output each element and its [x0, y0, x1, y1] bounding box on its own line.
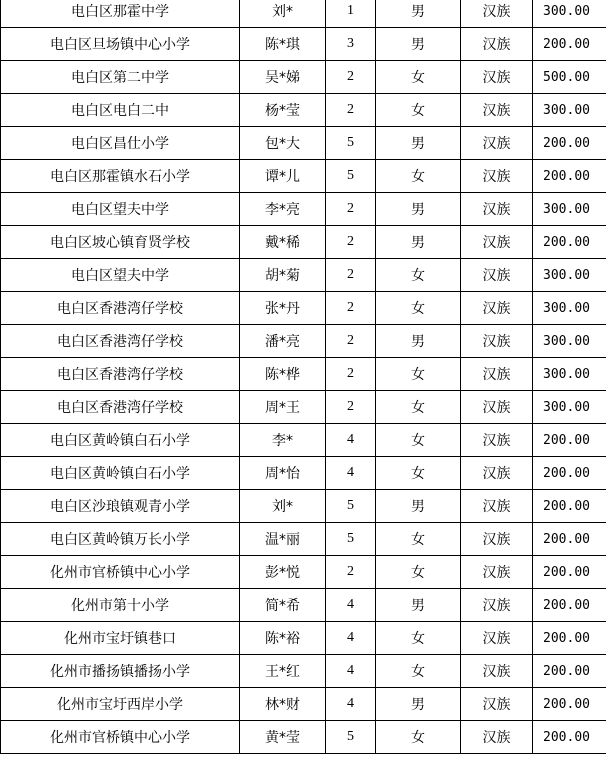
ethnicity-cell: 汉族 — [461, 721, 533, 754]
grade-cell: 2 — [326, 94, 376, 127]
school-cell: 电白区黄岭镇白石小学 — [1, 424, 240, 457]
student-name-cell: 杨*莹 — [240, 94, 326, 127]
amount-cell: 500.00 — [533, 61, 606, 94]
gender-cell: 女 — [376, 61, 461, 94]
ethnicity-cell: 汉族 — [461, 193, 533, 226]
amount-cell: 200.00 — [533, 424, 606, 457]
gender-cell: 男 — [376, 0, 461, 28]
student-name-cell: 包*大 — [240, 127, 326, 160]
school-cell: 电白区那霍中学 — [1, 0, 240, 28]
student-name-cell: 李* — [240, 424, 326, 457]
school-cell: 化州市播扬镇播扬小学 — [1, 655, 240, 688]
amount-cell: 300.00 — [533, 391, 606, 424]
amount-cell: 300.00 — [533, 292, 606, 325]
ethnicity-cell: 汉族 — [461, 556, 533, 589]
student-name-cell: 戴*稀 — [240, 226, 326, 259]
table-row — [1, 490, 606, 523]
table-row — [1, 391, 606, 424]
grade-cell: 5 — [326, 523, 376, 556]
gender-cell: 男 — [376, 490, 461, 523]
ethnicity-cell: 汉族 — [461, 259, 533, 292]
gender-cell: 男 — [376, 127, 461, 160]
student-name-cell: 张*丹 — [240, 292, 326, 325]
grade-cell: 4 — [326, 655, 376, 688]
amount-cell: 200.00 — [533, 490, 606, 523]
student-name-cell: 刘* — [240, 0, 326, 28]
grade-cell: 5 — [326, 160, 376, 193]
school-cell: 电白区第二中学 — [1, 61, 240, 94]
table-row — [1, 325, 606, 358]
gender-cell: 女 — [376, 358, 461, 391]
gender-cell: 女 — [376, 160, 461, 193]
ethnicity-cell: 汉族 — [461, 622, 533, 655]
table-row — [1, 523, 606, 556]
table-row — [1, 424, 606, 457]
table-row — [1, 28, 606, 61]
student-name-cell: 周*王 — [240, 391, 326, 424]
amount-cell: 200.00 — [533, 160, 606, 193]
amount-cell: 300.00 — [533, 94, 606, 127]
student-name-cell: 陈*桦 — [240, 358, 326, 391]
grade-cell: 2 — [326, 292, 376, 325]
gender-cell: 女 — [376, 523, 461, 556]
table-row — [1, 721, 606, 754]
ethnicity-cell: 汉族 — [461, 589, 533, 622]
school-cell: 电白区昌仕小学 — [1, 127, 240, 160]
school-cell: 电白区黄岭镇白石小学 — [1, 457, 240, 490]
gender-cell: 女 — [376, 655, 461, 688]
grade-cell: 2 — [326, 556, 376, 589]
amount-cell: 200.00 — [533, 688, 606, 721]
table-row — [1, 94, 606, 127]
amount-cell: 200.00 — [533, 556, 606, 589]
table-row — [1, 127, 606, 160]
amount-cell: 300.00 — [533, 193, 606, 226]
ethnicity-cell: 汉族 — [461, 523, 533, 556]
grade-cell: 3 — [326, 28, 376, 61]
amount-cell: 300.00 — [533, 325, 606, 358]
student-name-cell: 陈*裕 — [240, 622, 326, 655]
table-row — [1, 655, 606, 688]
student-name-cell: 陈*琪 — [240, 28, 326, 61]
school-cell: 化州市宝圩镇巷口 — [1, 622, 240, 655]
student-name-cell: 林*财 — [240, 688, 326, 721]
grade-cell: 4 — [326, 622, 376, 655]
amount-cell: 200.00 — [533, 28, 606, 61]
school-cell: 化州市官桥镇中心小学 — [1, 721, 240, 754]
ethnicity-cell: 汉族 — [461, 61, 533, 94]
amount-cell: 300.00 — [533, 358, 606, 391]
gender-cell: 女 — [376, 424, 461, 457]
gender-cell: 女 — [376, 94, 461, 127]
grade-cell: 2 — [326, 193, 376, 226]
amount-cell: 200.00 — [533, 457, 606, 490]
amount-cell: 200.00 — [533, 226, 606, 259]
school-cell: 电白区电白二中 — [1, 94, 240, 127]
amount-cell: 200.00 — [533, 589, 606, 622]
grade-cell: 2 — [326, 226, 376, 259]
school-cell: 电白区香港湾仔学校 — [1, 325, 240, 358]
grade-cell: 5 — [326, 721, 376, 754]
table-row — [1, 622, 606, 655]
grade-cell: 2 — [326, 259, 376, 292]
student-name-cell: 温*丽 — [240, 523, 326, 556]
table-body — [1, 0, 606, 754]
student-name-cell: 李*亮 — [240, 193, 326, 226]
school-cell: 电白区坡心镇育贤学校 — [1, 226, 240, 259]
amount-cell: 200.00 — [533, 127, 606, 160]
school-cell: 化州市第十小学 — [1, 589, 240, 622]
school-cell: 电白区香港湾仔学校 — [1, 292, 240, 325]
table-row — [1, 226, 606, 259]
ethnicity-cell: 汉族 — [461, 457, 533, 490]
ethnicity-cell: 汉族 — [461, 655, 533, 688]
table-row — [1, 589, 606, 622]
table-row — [1, 688, 606, 721]
gender-cell: 女 — [376, 292, 461, 325]
table-row — [1, 358, 606, 391]
student-name-cell: 黄*莹 — [240, 721, 326, 754]
ethnicity-cell: 汉族 — [461, 160, 533, 193]
student-name-cell: 胡*菊 — [240, 259, 326, 292]
gender-cell: 女 — [376, 721, 461, 754]
student-name-cell: 彭*悦 — [240, 556, 326, 589]
ethnicity-cell: 汉族 — [461, 325, 533, 358]
table-row — [1, 556, 606, 589]
table-row — [1, 0, 606, 28]
grade-cell: 5 — [326, 127, 376, 160]
school-cell: 化州市官桥镇中心小学 — [1, 556, 240, 589]
grade-cell: 2 — [326, 391, 376, 424]
gender-cell: 女 — [376, 259, 461, 292]
ethnicity-cell: 汉族 — [461, 391, 533, 424]
grade-cell: 4 — [326, 424, 376, 457]
gender-cell: 男 — [376, 226, 461, 259]
amount-cell: 200.00 — [533, 523, 606, 556]
student-name-cell: 周*怡 — [240, 457, 326, 490]
amount-cell: 200.00 — [533, 622, 606, 655]
student-name-cell: 刘* — [240, 490, 326, 523]
grade-cell: 4 — [326, 457, 376, 490]
amount-cell: 300.00 — [533, 0, 606, 28]
grade-cell: 2 — [326, 61, 376, 94]
school-cell: 电白区望夫中学 — [1, 259, 240, 292]
table-row — [1, 193, 606, 226]
table-row — [1, 457, 606, 490]
table-row — [1, 160, 606, 193]
student-name-cell: 潘*亮 — [240, 325, 326, 358]
school-cell: 化州市宝圩西岸小学 — [1, 688, 240, 721]
gender-cell: 女 — [376, 556, 461, 589]
grade-cell: 2 — [326, 358, 376, 391]
school-cell: 电白区旦场镇中心小学 — [1, 28, 240, 61]
ethnicity-cell: 汉族 — [461, 127, 533, 160]
gender-cell: 女 — [376, 457, 461, 490]
gender-cell: 女 — [376, 622, 461, 655]
gender-cell: 男 — [376, 325, 461, 358]
school-cell: 电白区沙琅镇观青小学 — [1, 490, 240, 523]
gender-cell: 女 — [376, 391, 461, 424]
student-name-cell: 王*红 — [240, 655, 326, 688]
table-row — [1, 292, 606, 325]
school-cell: 电白区望夫中学 — [1, 193, 240, 226]
grade-cell: 2 — [326, 325, 376, 358]
ethnicity-cell: 汉族 — [461, 292, 533, 325]
gender-cell: 男 — [376, 28, 461, 61]
gender-cell: 男 — [376, 193, 461, 226]
student-name-cell: 简*希 — [240, 589, 326, 622]
school-cell: 电白区黄岭镇万长小学 — [1, 523, 240, 556]
grade-cell: 4 — [326, 589, 376, 622]
grade-cell: 4 — [326, 688, 376, 721]
school-cell: 电白区香港湾仔学校 — [1, 358, 240, 391]
gender-cell: 男 — [376, 688, 461, 721]
ethnicity-cell: 汉族 — [461, 0, 533, 28]
table-row — [1, 259, 606, 292]
student-name-cell: 吴*娣 — [240, 61, 326, 94]
student-name-cell: 谭*儿 — [240, 160, 326, 193]
ethnicity-cell: 汉族 — [461, 424, 533, 457]
ethnicity-cell: 汉族 — [461, 358, 533, 391]
grade-cell: 5 — [326, 490, 376, 523]
table-row — [1, 61, 606, 94]
ethnicity-cell: 汉族 — [461, 226, 533, 259]
gender-cell: 男 — [376, 589, 461, 622]
ethnicity-cell: 汉族 — [461, 688, 533, 721]
ethnicity-cell: 汉族 — [461, 490, 533, 523]
amount-cell: 300.00 — [533, 259, 606, 292]
ethnicity-cell: 汉族 — [461, 94, 533, 127]
ethnicity-cell: 汉族 — [461, 28, 533, 61]
amount-cell: 200.00 — [533, 721, 606, 754]
grade-cell: 1 — [326, 0, 376, 28]
amount-cell: 200.00 — [533, 655, 606, 688]
school-cell: 电白区香港湾仔学校 — [1, 391, 240, 424]
school-cell: 电白区那霍镇水石小学 — [1, 160, 240, 193]
